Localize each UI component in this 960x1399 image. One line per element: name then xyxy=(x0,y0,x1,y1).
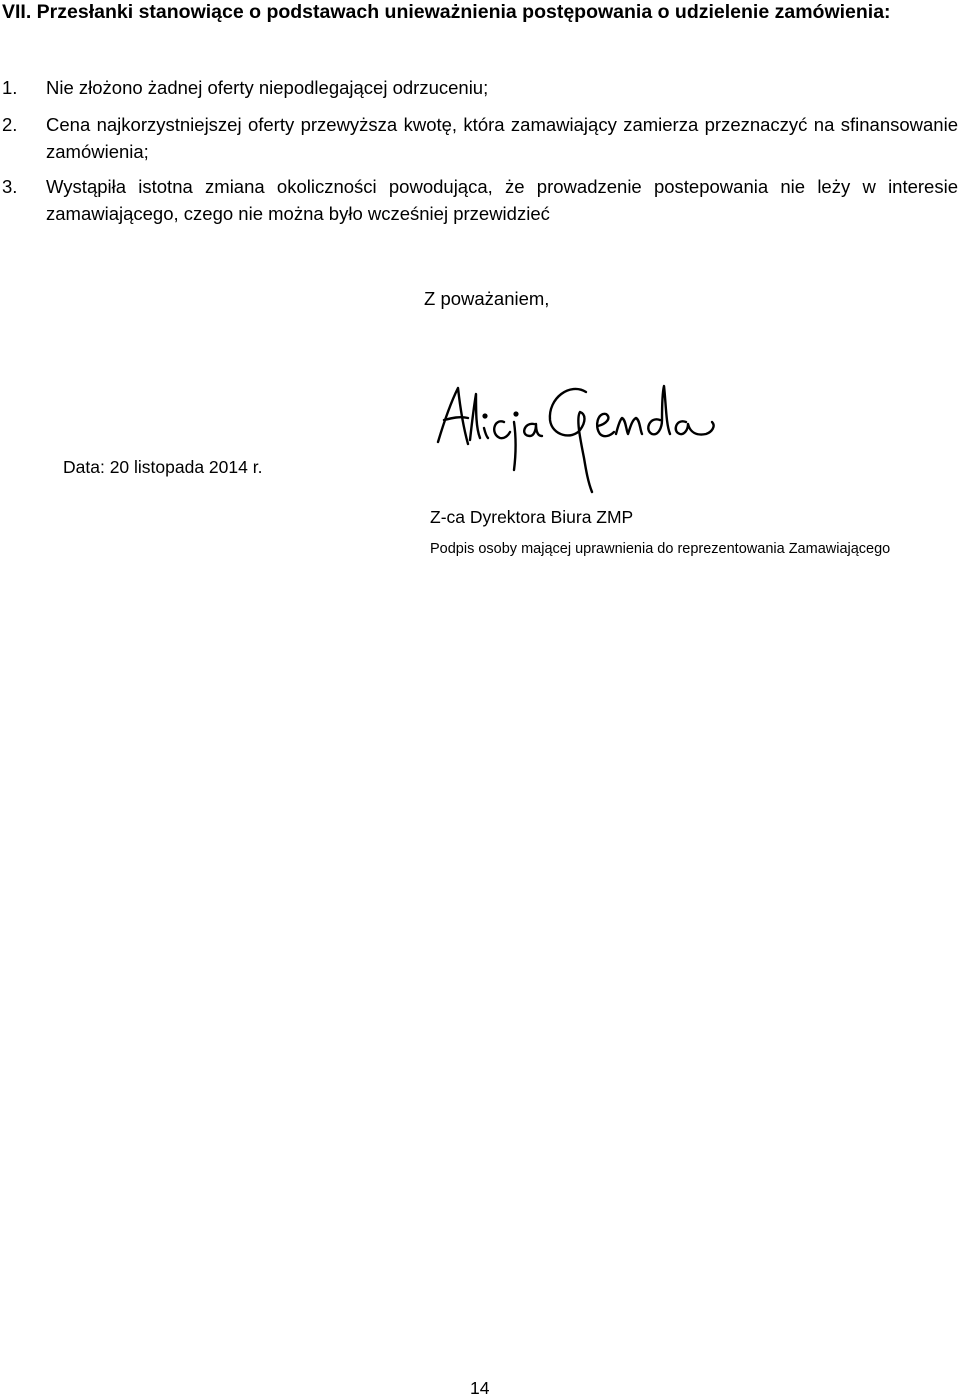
list-item-number: 3. xyxy=(2,176,18,197)
section-heading: VII. Przesłanki stanowiące o podstawach unieważnienia postępowania o udzielenie zamówienia: xyxy=(2,1,891,23)
handwritten-signature xyxy=(430,378,720,496)
closing-salutation: Z poważaniem, xyxy=(424,288,550,309)
page-number: 14 xyxy=(470,1378,490,1398)
list-item-number: 2. xyxy=(2,114,18,135)
list-item-text: Nie złożono żadnej oferty niepodlegającej odrzuceniu; xyxy=(46,77,489,98)
signature-caption: Podpis osoby mającej uprawnienia do reprezentowania Zamawiającego xyxy=(430,541,891,557)
signer-title: Z-ca Dyrektora Biura ZMP xyxy=(430,507,634,527)
list-item-text: Cena najkorzystniejszej oferty przewyższa kwotę, która zamawiający zamierza przeznaczyć na sfinansowanie zamówienia; xyxy=(46,114,958,162)
list-item-number: 1. xyxy=(2,77,18,98)
list-item-text: Wystąpiła istotna zmiana okoliczności powodująca, że prowadzenie postepowania nie leży w interesie zamawiającego, czego nie można było wcześniej przewidzieć xyxy=(46,176,958,224)
document-date: Data: 20 listopada 2014 r. xyxy=(63,457,263,477)
